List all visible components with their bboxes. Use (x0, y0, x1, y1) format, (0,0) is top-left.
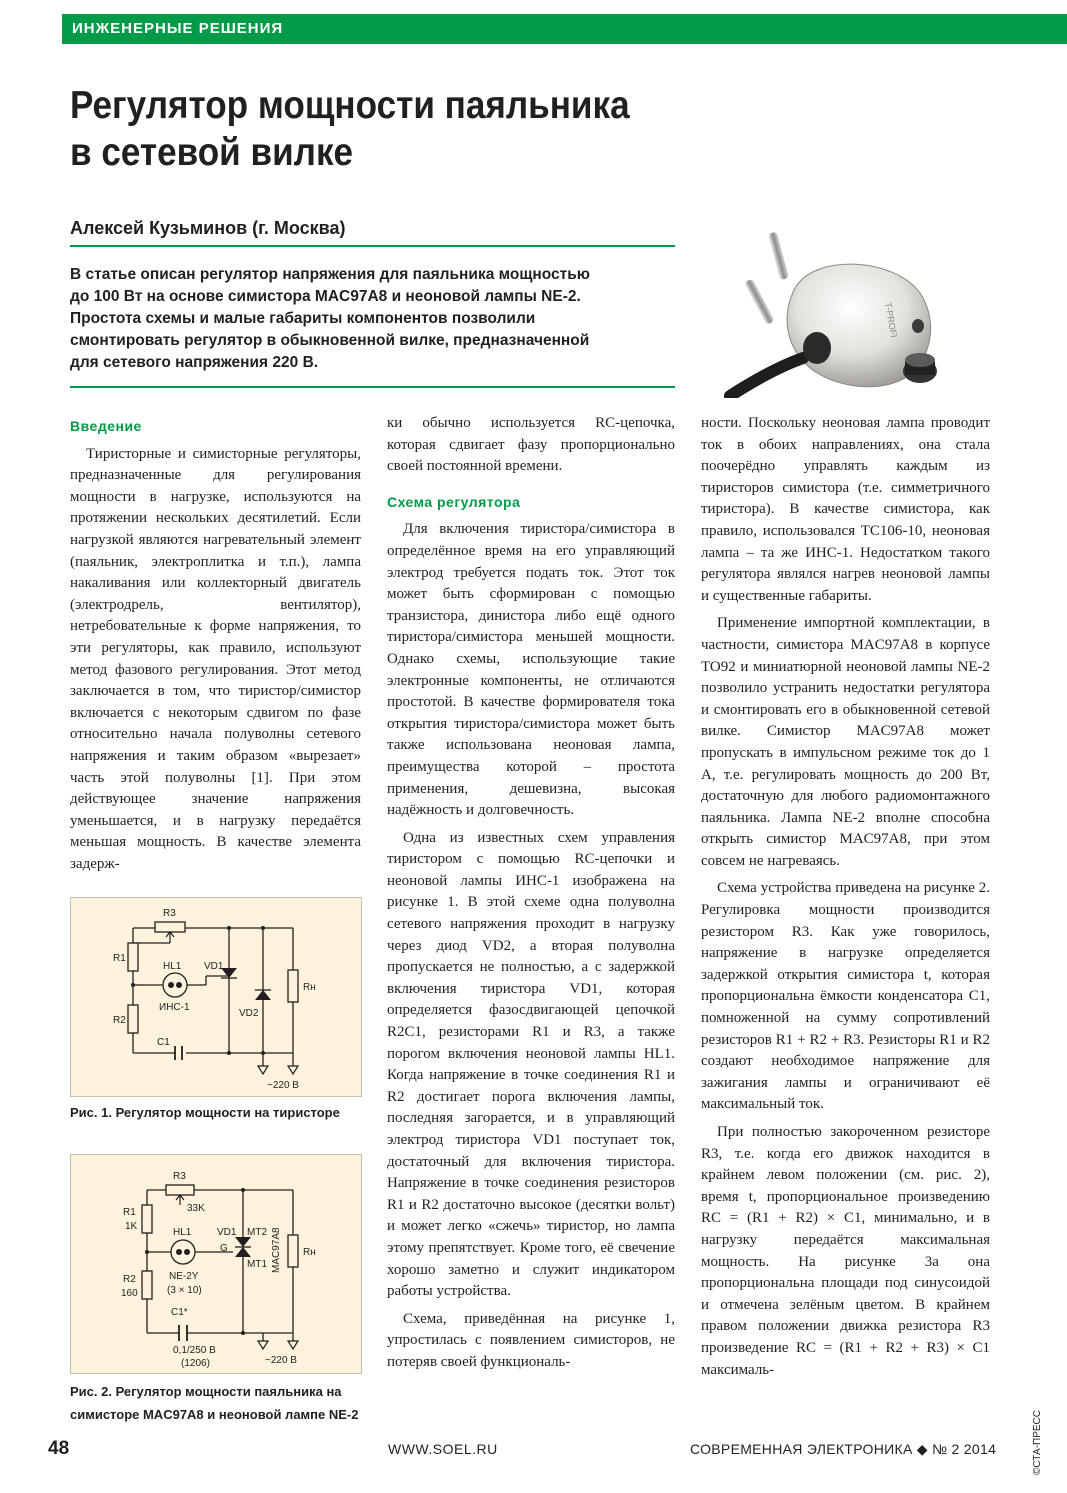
fig1-label-lamp: ИНС-1 (159, 1002, 190, 1013)
copyright-notice: ©СТА-ПРЕСС (1032, 1409, 1043, 1475)
lead-paragraph (70, 264, 650, 374)
footer-magazine: СОВРЕМЕННАЯ ЭЛЕКТРОНИКА ◆ № 2 2014 (690, 1441, 997, 1457)
fig2-triac-upper (235, 1237, 251, 1247)
fig1-label-vd1: VD1 (204, 961, 224, 972)
fig1-label-r1: R1 (113, 953, 126, 964)
body-paragraph: Тиристорные и симисторные регуляторы, предназначенные для регулирования мощности в нагрузке, используются на протяжении нескольких десятилетий. Если нагрузкой являются нагревательный элемент (паяльник, электроплитка и т.п.), лампа накаливания или коллекторный двигатель (электродрель, вентилятор), нетребовательные к форме напряжения, то эти регуляторы, как правило, используют метод фазового регулирования. Этот метод заключается в том, что тиристор/симистор включается с некоторым сдвигом по фазе относительно начала полуволны сетевого напряжения и таким образом «вырезает» часть этой полуволны [1]. При этом действующее значение напряжения уменьшается, и в нагрузку передаётся меньшая мощность. В качестве элемента задерж- (70, 445, 361, 872)
fig2-r2 (142, 1271, 152, 1299)
fig2-terminal (258, 1341, 268, 1349)
fig2-label-r2: R2 (123, 1274, 136, 1285)
fig2-label-c1-package: (1206) (181, 1358, 210, 1369)
fig1-r1 (128, 943, 138, 971)
column-2 (387, 413, 675, 1374)
fig2-label-lamp: NE-2Y (169, 1271, 199, 1282)
fig2-r3-wiper (176, 1195, 184, 1205)
figure-1-schematic (70, 897, 362, 1097)
fig2-label-mains: ~220 В (265, 1355, 297, 1366)
fig1-label-r3: R3 (163, 908, 176, 919)
body-paragraph: Одна из известных схем управления тиристором с помощью RC-цепочки и неоновой лампы ИНС-1 изображена на рисунке 1. В этой схеме одна полуволна сетевого напряжения проходит в нагрузку через диод VD2, а вторая полуволна пропускается не полностью, а с задержкой включения тиристора VD1, которая определяется фазосдвигающей цепочкой R2C1, резисторами R1 и R3, а также порогом включения неоновой лампы HL1. Когда напряжение в точке соединения R1 и R2 достигает порога включения лампы, последняя загорается, и в управляющий электрод тиристора VD1 поступает ток, достаточный для включения тиристора. Напряжение в точке соединения резисторов R1 и R2 достаточно высокое (десятки вольт) и может легко «сжечь» тиристор, но лампа этому препятствует. Кроме того, её свечение хорошо заметно и служит индикатором работы устройства. (387, 829, 675, 1300)
fig2-label-lamp-size: (3 × 10) (167, 1285, 202, 1296)
lead-line: до 100 Вт на основе симистора MAC97A8 и неоновой лампы NE-2. (70, 288, 581, 305)
column-1 (70, 410, 361, 875)
fig1-label-rn: Rн (303, 982, 316, 993)
page-number: 48 (48, 1438, 70, 1459)
title-line-1: Регулятор мощности паяльника (70, 84, 630, 127)
cord-bushing (803, 332, 831, 364)
lead-line: В статье описан регулятор напряжения для паяльника мощностью (70, 266, 591, 283)
plug-photo (705, 218, 1005, 398)
fig2-label-mt1: MT1 (247, 1259, 267, 1270)
fig1-r3 (155, 922, 185, 932)
fig1-label-vd2: VD2 (239, 1008, 259, 1019)
fig2-label-r1-value: 1K (125, 1221, 138, 1232)
fig2-label-r2-value: 160 (121, 1288, 138, 1299)
lead-rule (70, 386, 675, 388)
fig2-label-gate: G (220, 1243, 228, 1254)
fig2-neon-lamp (171, 1240, 195, 1264)
body-paragraph: ности. Поскольку неоновая лампа проводит ток в обоих направлениях, она стала поочерёдно управлять каждым из тиристоров симистора (т.е. симметричного тиристора). В качестве симистора, как правило, использовался ТС106-10, неоновая лампа – та же ИНС-1. Недостатком такого регулятора являлся нагрев неоновой лампы и существенные габариты. (701, 415, 990, 604)
fig2-terminal (288, 1341, 298, 1349)
fig2-label-vd1: VD1 (217, 1227, 237, 1238)
fig2-label-r1: R1 (123, 1207, 136, 1218)
body-paragraph: Схема устройства приведена на рисунке 2. Регулировка мощности производится резистором R3. Как уже говорилось, напряжение в нагрузке определяется задержкой открытия симистора t, которая пропорциональна ёмкости конденсатора C1, помноженной на сумму сопротивлений резисторов R1 + R2 + R3. Резисторы R1 и R2 создают необходимое напряжение для зажигания лампы и ограничивают её максимальный ток. (701, 880, 990, 1113)
column-3 (701, 413, 990, 1381)
body-paragraph: ки обычно используется RC-цепочка, которая сдвигает фазу пропорционально своей постоянной времени. (387, 415, 675, 475)
fig1-label-hl1: HL1 (163, 961, 182, 972)
article-title (70, 82, 700, 176)
power-cord (730, 358, 803, 396)
title-line-2: в сетевой вилке (70, 131, 354, 174)
fig1-terminal (288, 1066, 298, 1074)
fig1-label-mains: ~220 В (267, 1080, 299, 1091)
fig2-label-rn: Rн (303, 1247, 316, 1258)
caption-line: Рис. 2. Регулятор мощности паяльника на (70, 1384, 342, 1399)
figure-2-schematic (70, 1154, 362, 1374)
lead-line: Простота схемы и малые габариты компонентов позволили (70, 310, 536, 327)
plug-pin (744, 278, 774, 325)
figure-2-caption (70, 1380, 370, 1426)
neon-window (912, 319, 924, 333)
footer-url: WWW.SOEL.RU (388, 1441, 498, 1457)
plug-marking: T-PROFI (883, 301, 900, 339)
fig2-label-hl1: HL1 (173, 1227, 192, 1238)
fig2-r1 (142, 1205, 152, 1233)
author-byline: Алексей Кузьминов (г. Москва) (70, 218, 346, 238)
section-heading-scheme: Схема регулятора (387, 493, 521, 510)
fig2-load-rn (288, 1235, 298, 1267)
fig2-label-triac: MAC97A8 (271, 1227, 282, 1273)
figure-1-caption: Рис. 1. Регулятор мощности на тиристоре (70, 1105, 340, 1120)
fig1-terminal (258, 1066, 268, 1074)
fig1-r3-wiper (166, 932, 174, 943)
fig1-label-r2: R2 (113, 1015, 126, 1026)
fig1-r2 (128, 1005, 138, 1033)
lead-line: смонтировать регулятор в обыкновенной вилке, предназначенной (70, 332, 590, 349)
fig2-r3 (166, 1185, 194, 1195)
knob-top (905, 353, 935, 367)
fig1-label-c1: C1 (157, 1037, 170, 1048)
section-label: ИНЖЕНЕРНЫЕ РЕШЕНИЯ (72, 20, 284, 37)
author-rule (70, 245, 675, 247)
fig1-vd2-diode (255, 990, 271, 1000)
fig2-label-c1-value: 0,1/250 В (173, 1345, 216, 1356)
section-heading-intro: Введение (70, 418, 142, 434)
fig1-neon-lamp (163, 973, 187, 997)
fig2-label-r3: R3 (173, 1171, 186, 1182)
body-paragraph: Для включения тиристора/симистора в определённое время на его управляющий электрод требуется подать ток. Этот ток может быть сформирован с помощью транзистора, динистора либо ещё одного тиристора/симистора меньшей мощности. Однако схемы, использующие такие электронные компоненты, не отличаются простотой. В качестве формирователя тока открытия тиристора/симистора может быть также использована неоновая лампа, преимущества которой – простота применения, дешевизна, высокая надёжность и долговечность. (387, 521, 675, 819)
body-paragraph: Применение импортной комплектации, в частности, симистора MAC97A8 в корпусе TO92 и миниатюрной неоновой лампы NE-2 позволило устранить недостатки регулятора и смонтировать его в обыкновенной сетевой вилке. Симистор MAC97A8 может пропускать в импульсном режиме ток до 1 А, т.е. регулировать мощность до 200 Вт, достаточную для любого радиомонтажного паяльника. Лампа NE-2 вполне способна открыть симистор MAC97A8, при этом совсем не нагреваясь. (701, 615, 990, 869)
plug-pin (768, 232, 789, 281)
lead-line: для сетевого напряжения 220 В. (70, 354, 319, 371)
fig1-load-rn (288, 970, 298, 1002)
fig2-label-r3-value: 33K (187, 1203, 205, 1214)
fig2-triac-lower (235, 1247, 251, 1257)
fig2-label-mt2: MT2 (247, 1227, 267, 1238)
fig2-label-c1: C1* (171, 1307, 188, 1318)
body-paragraph: При полностью закороченном резисторе R3, т.е. когда его движок находится в крайнем левом положении (см. рис. 2), время t, пропорциональное произведению RC = (R1 + R2) × C1, минимально, и в нагрузку передаётся максимальная мощность. На рисунке 3а она пропорциональна площади под синусоидой и отмечена зелёным цветом. В крайнем правом положении движка резистора R3 произведение RC = (R1 + R2 + R3) × C1 максималь- (701, 1124, 990, 1378)
section-header-bar (62, 14, 1067, 44)
body-paragraph: Схема, приведённая на рисунке 1, упростилась с появлением симисторов, не потеряв своей функциональ- (387, 1310, 675, 1370)
caption-line: симисторе MAC97A8 и неоновой лампе NE-2 (70, 1407, 359, 1422)
